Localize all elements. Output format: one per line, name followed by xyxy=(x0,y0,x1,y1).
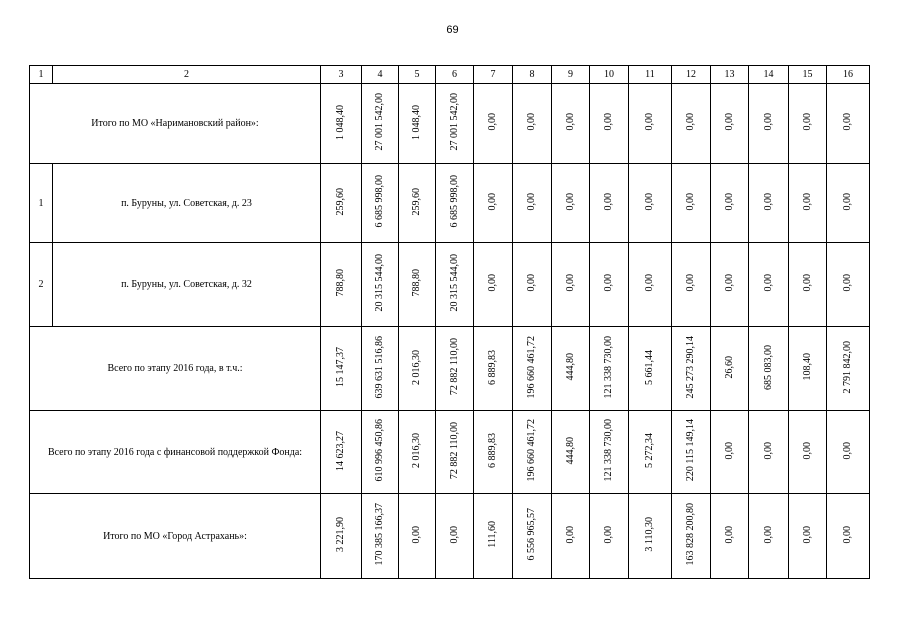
value-cell: 0,00 xyxy=(827,494,870,579)
value-cell: 0,00 xyxy=(827,164,870,243)
value-cell: 0,00 xyxy=(474,84,513,164)
value-cell: 3 110,30 xyxy=(629,494,672,579)
header-cell: 6 xyxy=(436,66,474,84)
header-cell: 10 xyxy=(590,66,629,84)
value-cell: 0,00 xyxy=(590,84,629,164)
table-row xyxy=(30,494,870,579)
value-cell: 3 221,90 xyxy=(321,494,362,579)
value-cell: 0,00 xyxy=(789,243,827,327)
value-cell: 27 001 542,00 xyxy=(362,84,399,164)
value-cell: 0,00 xyxy=(711,243,749,327)
header-cell: 11 xyxy=(629,66,672,84)
value-cell: 0,00 xyxy=(672,243,711,327)
value-cell: 0,00 xyxy=(399,494,436,579)
value-cell: 685 083,00 xyxy=(749,327,789,411)
value-cell: 639 631 516,86 xyxy=(362,327,399,411)
value-cell: 0,00 xyxy=(590,164,629,243)
row-label: Всего по этапу 2016 года с финансовой поддержкой Фонда: xyxy=(30,411,321,494)
header-cell: 3 xyxy=(321,66,362,84)
value-cell: 121 338 730,00 xyxy=(590,411,629,494)
value-cell: 0,00 xyxy=(711,164,749,243)
value-cell: 15 147,37 xyxy=(321,327,362,411)
value-cell: 26,60 xyxy=(711,327,749,411)
value-cell: 72 882 110,00 xyxy=(436,327,474,411)
value-cell: 0,00 xyxy=(672,164,711,243)
value-cell: 0,00 xyxy=(749,243,789,327)
row-address: п. Буруны, ул. Советская, д. 32 xyxy=(53,243,321,327)
header-cell: 5 xyxy=(399,66,436,84)
value-cell: 0,00 xyxy=(513,164,552,243)
header-cell: 16 xyxy=(827,66,870,84)
value-cell: 72 882 110,00 xyxy=(436,411,474,494)
value-cell: 0,00 xyxy=(711,494,749,579)
value-cell: 444,80 xyxy=(552,411,590,494)
value-cell: 170 385 166,37 xyxy=(362,494,399,579)
header-cell: 1 xyxy=(30,66,53,84)
table-row xyxy=(30,164,870,243)
value-cell: 6 685 998,00 xyxy=(362,164,399,243)
value-cell: 0,00 xyxy=(436,494,474,579)
value-cell: 108,40 xyxy=(789,327,827,411)
row-label: Итого по МО «Город Астрахань»: xyxy=(30,494,321,579)
value-cell: 0,00 xyxy=(749,164,789,243)
value-cell: 0,00 xyxy=(789,84,827,164)
value-cell: 2 791 842,00 xyxy=(827,327,870,411)
value-cell: 6 889,83 xyxy=(474,411,513,494)
value-cell: 0,00 xyxy=(749,411,789,494)
value-cell: 0,00 xyxy=(827,243,870,327)
value-cell: 196 660 461,72 xyxy=(513,327,552,411)
value-cell: 0,00 xyxy=(629,84,672,164)
value-cell: 0,00 xyxy=(672,84,711,164)
table-row xyxy=(30,411,870,494)
value-cell: 2 016,30 xyxy=(399,327,436,411)
value-cell: 0,00 xyxy=(552,164,590,243)
value-cell: 0,00 xyxy=(711,84,749,164)
header-cell: 14 xyxy=(749,66,789,84)
value-cell: 6 685 998,00 xyxy=(436,164,474,243)
header-cell: 4 xyxy=(362,66,399,84)
header-cell: 9 xyxy=(552,66,590,84)
value-cell: 0,00 xyxy=(629,243,672,327)
value-cell: 444,80 xyxy=(552,327,590,411)
header-cell: 12 xyxy=(672,66,711,84)
value-cell: 196 660 461,72 xyxy=(513,411,552,494)
value-cell: 0,00 xyxy=(749,84,789,164)
header-cell: 13 xyxy=(711,66,749,84)
header-row xyxy=(30,66,870,84)
value-cell: 6 889,83 xyxy=(474,327,513,411)
header-cell: 8 xyxy=(513,66,552,84)
value-cell: 14 623,27 xyxy=(321,411,362,494)
value-cell: 1 048,40 xyxy=(399,84,436,164)
value-cell: 245 273 290,14 xyxy=(672,327,711,411)
value-cell: 0,00 xyxy=(711,411,749,494)
table-row xyxy=(30,84,870,164)
row-label: Итого по МО «Наримановский район»: xyxy=(30,84,321,164)
header-cell: 15 xyxy=(789,66,827,84)
value-cell: 20 315 544,00 xyxy=(436,243,474,327)
row-index: 2 xyxy=(30,243,53,327)
value-cell: 610 996 450,86 xyxy=(362,411,399,494)
row-label: Всего по этапу 2016 года, в т.ч.: xyxy=(30,327,321,411)
value-cell: 0,00 xyxy=(474,164,513,243)
value-cell: 0,00 xyxy=(827,84,870,164)
table-row xyxy=(30,327,870,411)
value-cell: 5 661,44 xyxy=(629,327,672,411)
value-cell: 111,60 xyxy=(474,494,513,579)
value-cell: 0,00 xyxy=(552,84,590,164)
value-cell: 2 016,30 xyxy=(399,411,436,494)
value-cell: 0,00 xyxy=(552,243,590,327)
value-cell: 0,00 xyxy=(789,411,827,494)
value-cell: 0,00 xyxy=(590,243,629,327)
page-number: 69 xyxy=(446,24,459,36)
value-cell: 27 001 542,00 xyxy=(436,84,474,164)
value-cell: 788,80 xyxy=(399,243,436,327)
value-cell: 121 338 730,00 xyxy=(590,327,629,411)
value-cell: 788,80 xyxy=(321,243,362,327)
value-cell: 0,00 xyxy=(474,243,513,327)
table-row xyxy=(30,243,870,327)
value-cell: 6 556 965,57 xyxy=(513,494,552,579)
data-table xyxy=(29,65,870,579)
value-cell: 0,00 xyxy=(552,494,590,579)
value-cell: 220 115 149,14 xyxy=(672,411,711,494)
value-cell: 0,00 xyxy=(789,494,827,579)
value-cell: 0,00 xyxy=(789,164,827,243)
row-address: п. Буруны, ул. Советская, д. 23 xyxy=(53,164,321,243)
value-cell: 0,00 xyxy=(827,411,870,494)
header-cell: 7 xyxy=(474,66,513,84)
value-cell: 163 828 200,80 xyxy=(672,494,711,579)
value-cell: 0,00 xyxy=(513,84,552,164)
value-cell: 259,60 xyxy=(399,164,436,243)
value-cell: 259,60 xyxy=(321,164,362,243)
value-cell: 1 048,40 xyxy=(321,84,362,164)
value-cell: 5 272,34 xyxy=(629,411,672,494)
value-cell: 0,00 xyxy=(590,494,629,579)
value-cell: 0,00 xyxy=(629,164,672,243)
row-index: 1 xyxy=(30,164,53,243)
value-cell: 0,00 xyxy=(513,243,552,327)
value-cell: 20 315 544,00 xyxy=(362,243,399,327)
value-cell: 0,00 xyxy=(749,494,789,579)
header-cell: 2 xyxy=(53,66,321,84)
